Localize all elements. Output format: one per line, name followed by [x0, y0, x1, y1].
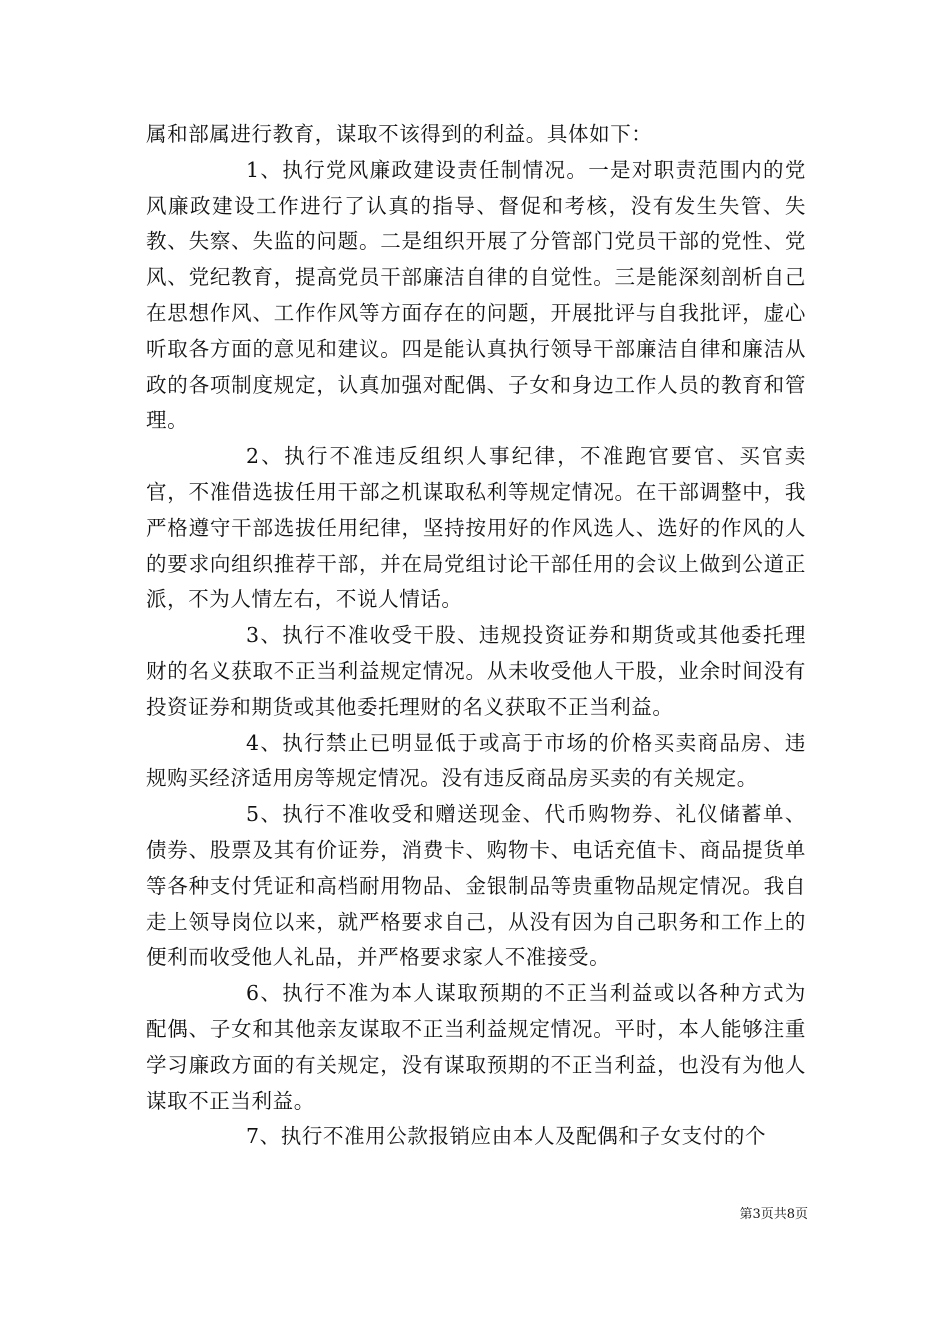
paragraph-item-4: 4、执行禁止已明显低于或高于市场的价格买卖商品房、违规购买经济适用房等规定情况。没有违反商品房买卖的有关规定。 — [146, 730, 806, 791]
paragraph-item-7: 7、执行不准用公款报销应由本人及配偶和子女支付的个 — [246, 1124, 767, 1149]
paragraph-item-1: 1、执行党风廉政建设责任制情况。一是对职责范围内的党风廉政建设工作进行了认真的指导、督促和考核，没有发生失管、失教、失察、失监的问题。二是组织开展了分管部门党员干部的党性、党风、党纪教育，提高党员干部廉洁自律的自觉性。三是能深刻剖析自己在思想作风、工作作风等方面存在的问题，开展批评与自我批评，虚心听取各方面的意见和建议。四是能认真执行领导干部廉洁自律和廉洁从政的各项制度规定，认真加强对配偶、子女和身边工作人员的教育和管理。 — [146, 157, 806, 433]
paragraph-continuation: 属和部属进行教育，谋取不该得到的利益。具体如下： — [146, 122, 653, 146]
page-number-footer: 第3页共8页 — [739, 1207, 808, 1222]
paragraph-item-2: 2、执行不准违反组织人事纪律，不准跑官要官、买官卖官，不准借选拔任用干部之机谋取私利等规定情况。在干部调整中，我严格遵守干部选拔任用纪律，坚持按用好的作风选人、选好的作风的人的要求向组织推荐干部，并在局党组讨论干部任用的会议上做到公道正派，不为人情左右，不说人情话。 — [146, 444, 806, 612]
document-body — [146, 117, 806, 1155]
paragraph-item-3: 3、执行不准收受干股、违规投资证券和期货或其他委托理财的名义获取不正当利益规定情况。从未收受他人干股，业余时间没有投资证券和期货或其他委托理财的名义获取不正当利益。 — [146, 623, 806, 719]
paragraph-item-6: 6、执行不准为本人谋取预期的不正当利益或以各种方式为配偶、子女和其他亲友谋取不正当利益规定情况。平时，本人能够注重学习廉政方面的有关规定，没有谋取预期的不正当利益，也没有为他人谋取不正当利益。 — [146, 981, 806, 1113]
paragraph-item-5: 5、执行不准收受和赠送现金、代币购物券、礼仪储蓄单、债券、股票及其有价证券，消费卡、购物卡、电话充值卡、商品提货单等各种支付凭证和高档耐用物品、金银制品等贵重物品规定情况。我自走上领导岗位以来，就严格要求自己，从没有因为自己职务和工作上的便利而收受他人礼品，并严格要求家人不准接受。 — [146, 802, 806, 970]
